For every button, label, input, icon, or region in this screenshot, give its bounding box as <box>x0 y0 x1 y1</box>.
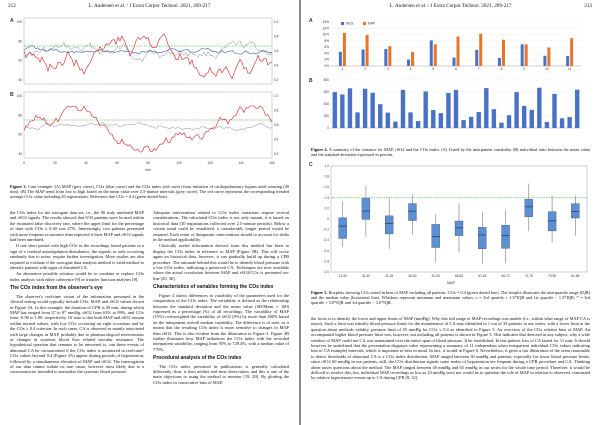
figure-4-panel-b-bar <box>567 117 571 128</box>
figure-4-panel-b-bar <box>393 122 397 128</box>
figure-3-panel-b-right-tick: 1.0 <box>274 94 279 98</box>
figure-5-panel-label: C <box>309 162 313 168</box>
figure-3-panel-a-left-tick: 100 <box>16 20 22 24</box>
figure-3-map-trend <box>24 122 272 130</box>
figure-5-x-tick: 61-65 <box>478 274 487 278</box>
figure-4-panel-a-bar-map <box>434 44 437 66</box>
figure-4-panel-b-bar <box>560 118 564 128</box>
figure-4-panel-b-bar <box>378 104 382 128</box>
section-heading: The COx index from the observer's eye <box>10 285 103 292</box>
figure-4-panel-a-x-tick: 2 <box>364 67 366 71</box>
figure-4-panel-b-bar <box>355 112 359 128</box>
figure-4-legend-label-rso2: rSO2 <box>346 21 354 26</box>
figure-4-panel-a-y-tick: 6% <box>324 45 329 50</box>
figure-5-y-tick: 0 <box>327 217 329 221</box>
figure-4-panel-b-bar <box>552 94 556 128</box>
figure-4-panel-a-bar-rso2 <box>566 56 569 66</box>
figure-4-panel-a-x-tick: 7 <box>477 67 480 71</box>
figure-3-panel-a-label: A <box>10 18 14 24</box>
figure-4-panel-a-bar-rso2 <box>384 49 387 66</box>
figure-4-panel-a-bar-rso2 <box>407 60 410 66</box>
figure-5-x-tick: 41-45 <box>385 274 394 278</box>
figure-4-panel-b-bar <box>333 92 337 128</box>
figure-3-x-tick: 40 <box>84 161 88 165</box>
figure-4-panel-a-y-tick: 4% <box>324 51 329 56</box>
figure-4-panel-b-bar <box>477 112 481 128</box>
paragraph: An alternative possible solution would be to combine or replace COx index analysis with either coherence [9] or transfer function analyses [8]. <box>10 271 144 282</box>
left-page <box>0 0 299 425</box>
figure-4-panel-b-y-tick: 200 <box>323 114 329 118</box>
paragraph: If one short period with high COx in the recordings found patients in a sign of a cerebral autoregulation disturbance, the signals, or only occurring randomly due to noise, require further investigation. More studies are also required to evaluate if the surrogate data analysis method is valid method to identify patients with signs of disturbed CA. <box>10 243 144 271</box>
figure-3-cox-trend <box>24 106 272 152</box>
figure-4-panel-b-bar <box>454 90 458 128</box>
figure-4-panel-a-x-tick: 5 <box>432 67 435 71</box>
figure-4-panel-b-bar <box>386 113 390 128</box>
figure-3-panel-a-right-tick: 1.0 <box>274 20 279 24</box>
figure-3-cox-index-trace <box>24 34 272 79</box>
figure-4-caption-text: A summary of the variance for MAP, rSO2 and the COx index. (A) Listed by the interpatient variability (B) individual ratio between the mean value and the standard deviation expressed in percent. <box>311 147 590 157</box>
figure-4-panel-b-bar <box>431 110 435 128</box>
figure-5-box <box>548 212 556 231</box>
figure-3-panel-b-right-tick: 0.6 <box>274 123 279 127</box>
figure-4-panel-a-x-tick: 8 <box>500 67 503 71</box>
page-number: 212 <box>8 3 16 9</box>
figure-4-panel-b-bar <box>575 90 579 128</box>
figure-3-panel-a-frame <box>24 18 272 84</box>
figure-5-y-tick: 1.0 <box>324 164 329 168</box>
figure-4-panel-b-bar <box>439 113 443 128</box>
figure-4-panel-b-bar <box>492 109 496 128</box>
figure-3-x-tick: 20 <box>53 161 57 165</box>
figure-4 <box>309 14 593 134</box>
figure-4-panel-b-bar <box>522 106 526 128</box>
figure-4-panel-a-bar-rso2 <box>453 58 456 66</box>
figure-4-panel-b-bar <box>416 121 420 128</box>
figure-5-y-tick: 0.2 <box>324 206 329 211</box>
figure-4-legend-swatch-rso2 <box>341 22 344 25</box>
figure-4-panel-a-chart <box>323 20 581 71</box>
figure-4-panel-a-bar-map <box>366 35 369 66</box>
figure-4-panel-b-bar <box>461 120 465 128</box>
left-page-column-1 <box>10 210 144 376</box>
figure-4-panel-b-bar <box>545 122 549 128</box>
section-heading: Characteristics of variables forming the COx index <box>153 284 274 291</box>
figure-4-panel-a-y-tick: 12% <box>322 26 329 31</box>
figure-4-panel-b-bar <box>537 88 541 128</box>
figure-4-panel-b-y-tick: 800 <box>323 78 329 82</box>
figure-4-panel-b-y-tick: 400 <box>323 102 329 106</box>
figure-4-panel-a-y-tick: 0% <box>324 64 329 68</box>
figure-5-x-tick: 21-30 <box>338 274 347 278</box>
figure-4-panel-b-y-tick: 600 <box>323 90 329 94</box>
figure-3 <box>10 14 290 174</box>
figure-3-panel-a-left-tick: 40 <box>18 78 22 82</box>
figure-4-panel-a-x-tick: 11 <box>567 67 572 71</box>
figure-5-box <box>362 198 370 219</box>
figure-3-panel-b-left-axis <box>17 94 23 156</box>
figure-5-x-tick: 46-50 <box>408 274 417 278</box>
figure-4-panel-a-bar-map <box>479 34 482 66</box>
figure-5-box <box>385 216 393 234</box>
figure-3-panel-a-right-tick: 0.6 <box>274 49 279 53</box>
figure-3-panel-b-left-tick: 40 <box>18 152 22 156</box>
figure-4-panel-a-x-tick: 10 <box>545 67 549 71</box>
figure-5-caption <box>311 290 590 305</box>
figure-5-box <box>525 199 533 216</box>
figure-4-panel-b-bar <box>370 93 374 128</box>
figure-4-panel-a-bar-map <box>547 48 550 66</box>
figure-4-panel-a-bar-rso2 <box>430 40 433 66</box>
figure-4-legend-swatch-map <box>363 22 366 25</box>
figure-3-panel-a-left-axis <box>17 20 23 82</box>
figure-5-x-tick: 66-70 <box>501 274 510 278</box>
figure-5-caption-text: Boxplots showing COx sorted in bins of MAP including all patients. COx = 0.4 (green dotted line). The boxplot illustrates the interquartile range (IQR) and the median value (horizontal line). Whiskers represent minimum and maximum values, o = 3rd quartile + 1.5*IQR and 1st quartile − 1.5*IQR, * = 3rd quartile + 3.0*IQR and 1st quartile − 3.0*IQR. <box>311 290 590 305</box>
figure-4-panel-a-y-tick: 14% <box>322 20 329 24</box>
figure-4-panel-a-bar-rso2 <box>543 56 546 66</box>
figure-4-panel-a-y-tick: 2% <box>324 57 329 62</box>
figure-3-panel-b-right-tick: 0.2 <box>274 152 279 156</box>
figure-4-panel-b-label: B <box>309 78 313 84</box>
figure-4-panel-a-bar-map <box>411 52 414 66</box>
figure-3-x-tick: 0 <box>23 161 25 165</box>
figure-4-panel-b-y-tick: 0 <box>327 126 329 130</box>
figure-4-panel-b-bar <box>530 110 534 128</box>
figure-3-panel-a-plot <box>24 34 272 79</box>
running-title: L. Andersen et al. / J Extra Corpor Technol. 2021, 209-217 <box>389 3 512 9</box>
figure-4-panel-a-bar-rso2 <box>339 52 342 66</box>
figure-5-caption-label: Figure 5. <box>311 290 328 295</box>
figure-3-x-tick: 80 <box>146 161 150 165</box>
figure-3-caption <box>10 184 289 199</box>
figure-3-panel-b-left-tick: 60 <box>18 132 22 137</box>
figure-3-panel-b-right-tick: 0.4 <box>274 137 279 142</box>
running-title: L. Andersen et al. / J Extra Corpor Technol. 2021, 209-217 <box>88 3 211 9</box>
figure-3-cox-trace <box>24 46 272 55</box>
figure-3-caption-label: Figure 3. <box>10 184 27 189</box>
figure-5-box <box>408 204 416 221</box>
figure-4-panel-b-bar <box>423 91 427 128</box>
figure-4-panel-b-bar <box>514 92 518 128</box>
figure-4-panel-a-x-tick: 1 <box>341 67 344 71</box>
figure-4-panel-a-y-tick: 10% <box>322 32 329 37</box>
figure-3-panel-b-plot <box>24 106 272 152</box>
figure-4-panel-a-bar-map <box>525 44 528 66</box>
figure-5-box <box>502 225 510 248</box>
page-number: 213 <box>584 3 592 9</box>
figure-4-panel-a-x-tick: 6 <box>455 67 457 71</box>
figure-3-panel-b-right-tick: 0.8 <box>274 108 279 113</box>
figure-5-x-tick: 51-55 <box>431 274 440 278</box>
figure-4-caption-label: Figure 4. <box>311 147 328 152</box>
figure-4-panel-a-bar-rso2 <box>475 50 478 66</box>
right-page-header <box>309 3 592 11</box>
figure-4-panel-b-bar <box>348 88 352 128</box>
figure-5-x-tick: 81-85 <box>571 274 580 278</box>
figure-4-panel-a-x-tick: 4 <box>409 67 412 71</box>
paragraph: The COx index presented in publications is generally calculated differently; thus, it does neither real-time observation, and this is one of the main objections to using the method to monitor [19, 29]. By plotting the COx index in consecutive bins of MAP, <box>153 363 289 385</box>
figure-4-panel-b-bar <box>446 93 450 128</box>
figure-5-x-tick: 76-80 <box>548 274 557 278</box>
figure-5-boxplot <box>324 164 588 278</box>
figure-5-x-tick: 31-40 <box>361 274 370 278</box>
figure-4-panel-a-bar-rso2 <box>362 50 365 66</box>
figure-5-x-tick: 71-75 <box>524 274 533 278</box>
figure-3-panel-a-right-tick: 0.2 <box>274 78 279 82</box>
figure-3-panel-b-label: B <box>10 92 14 98</box>
figure-5-x-label: MAP <box>447 281 455 285</box>
left-page-column-2 <box>153 210 289 386</box>
figure-3-panel-b-left-tick: 80 <box>18 113 22 118</box>
right-page-body <box>311 316 590 382</box>
figure-5 <box>309 160 593 286</box>
figure-4-panel-b-bar <box>340 94 344 128</box>
figure-4-panel-a-bar-map <box>388 46 391 66</box>
figure-4-panel-a-bar-map <box>343 33 346 66</box>
figure-4-panel-a-bar-rso2 <box>521 44 524 66</box>
paragraph: the focus is to identify the lower and upper limits of MAP (mmHg). Why this full range of MAP recordings was unable (i.e., within what range of MAP CA is intact). Such a limit was identify blood pressure limits for the maintenance of CA may identified in 1 out of 33 patients in our series, with a lower limit at the question about methods validity. pressure limit of 55 mmHg for COx ≥ 0.4 as identified in Figure 5. An overview of the COx relative bins of MAP. An accompanied higher blood pressure limit was, however, not including all patients is shown in Figure 5. This indicates that detected in any subject, why a wide window of MAP could not CA was maintained over the entire span of blood pressure. It be established. In this patient, loss of CA lasted for 11 min. It should however be underlined that the presentation disguises value representing a summary of 11 independent when interpatient individual COx values indicating loss of CA example) intervals, which is important to bear in mind. In fact, it would in Figure 6. Nevertheless, it gives a fair illustration of the seem reasonable to detect thresholds of abnormal CA is a COx index distribution. MAP ranged between 30 mmHg and patients, especially for lower blood pressure limits, since rSO2 60 mmHg in our patients, still, the COx distribution signals some nodes of hypotension are frequent during a CPB procedure and CA. Thinking alone raises questions about the method. The MAP ranged between 40 mmHg and 65 mmHg in our series for the whole time period. Therefore, it would be difficult to resolve this, but, individual MAP recordings as low as 23 mmHg were not would be to question the role of MAP in relation to observed, contrasted by relative hypertensive events up to CA during CPB [8, 32]. <box>311 316 590 381</box>
figure-4-panel-a-bar-map <box>502 40 505 66</box>
figure-4-panel-b-bar <box>507 115 511 128</box>
figure-5-y-tick: -1.0 <box>323 270 329 274</box>
figure-4-panel-a-bar-rso2 <box>498 58 501 66</box>
paragraph: Clinically useful information derived from this method has been to display the COx index in reference to MAP (Figure 3B). This will occur again on historical data, however, it can gradually build up during a CPB procedure. The rationale behind this would be to identify blood pressure with a low COx index, indicating a preserved CA. Techniques are now available where the actual correlation between MAP and rSO2/COx is presented on-line [29, 30]. <box>153 243 289 281</box>
figure-3-panel-a-left-tick: 80 <box>18 39 22 44</box>
figure-4-panel-a-x-tick: 9 <box>523 67 526 71</box>
figure-3-x-axis <box>23 161 275 165</box>
figure-3-x-tick: 120 <box>207 161 213 165</box>
figure-5-y-tick: -0.2 <box>323 227 329 232</box>
figure-3-caption-text: Case example. (A) MAP (grey curve), COx (blue curve) and the COx index (red curve) from initiation of cardiopulmonary bypass until weaning (49 min). (B) The MAP trend from low to high based on the mean value over 2.5-minute intervals (grey curve). The red curve represents the corresponding trended average COx value including 20 registrations. Reference line COx = 0.4 (green dotted line). <box>10 184 290 199</box>
figure-3-panel-a-right-axis <box>274 20 279 82</box>
figure-5-y-tick: -0.8 <box>323 259 329 264</box>
figure-5-box <box>478 227 486 248</box>
figure-3-x-tick: 100 <box>176 161 182 165</box>
figure-5-box <box>432 224 440 247</box>
figure-5-y-tick: 0.4 <box>324 195 329 200</box>
figure-4-panel-b-bar <box>408 112 412 128</box>
figure-3-panel-a-right-tick: 0.8 <box>274 34 279 39</box>
paragraph: The observer's real-time vision of the information presented in the clinical setting would typically include COx, MAP, and rSO2 values shown in Figure 3A. In this example, the duration of CPB is 49 min, during which MAP has ranged from 37 to 87 mmHg, rSO2 from 63% to 89%, and COx from -0.96 to 1.00, respectively. Of note is that both MAP and rSO2 remain within normal values, with low COx occurring on eight occasions and by the COx ≥ 0.4 criterion. In such cases, CA is observed as mainly associated with large changes in MAP, probably due to pharmacological interventions or changes in systemic blood flow related vascular resistance. The hypothetical question that remains to be answered is, can these events of abnormal CA be circumvented if the COx index is monitored in real-time? COx values beyond 0.4 (Figure 3A) appear during periods of hypotension, followed by a simultaneous elevation of MAP and rSO2. The interrogation of our data cannot isolate its true cause, however most likely due to a vasoconstrictor intended to normalize the systemic blood pressure. <box>10 293 144 375</box>
figure-3-x-tick: 60 <box>115 161 119 165</box>
figure-3-panel-a-left-tick: 60 <box>18 58 22 63</box>
figure-3-x-tick: 160 <box>269 161 275 165</box>
figure-3-panel-a-right-tick: 0.4 <box>274 63 279 68</box>
figure-5-y-tick: 0.6 <box>324 185 329 190</box>
figure-4-panel-b-chart <box>324 78 581 130</box>
figure-4-panel-a-label: A <box>309 18 313 24</box>
figure-4-panel-a-bar-map <box>457 36 460 66</box>
figure-5-y-tick: -0.4 <box>323 238 329 243</box>
figure-4-panel-a-bar-map <box>570 38 573 66</box>
figure-5-box <box>455 221 463 236</box>
figure-5-y-tick: -0.6 <box>323 248 329 253</box>
section-heading: Procedural analysis of the COx index <box>153 355 242 362</box>
figure-5-box <box>339 218 347 239</box>
figure-4-panel-b-bar <box>401 90 405 128</box>
figure-5-y-tick: 0.8 <box>324 174 329 179</box>
figure-4-panel-a-x-tick: 3 <box>386 67 389 71</box>
figure-4-panel-b-bar <box>363 89 367 128</box>
paragraph: Adequate interventions related to COx index variations require several considerations. The calculated COx index is not only instant, it is based on historical data (30 registrations collected over 2.5-minute periods). Below a certain trend could be visualized, a considerably longer period would be required. Each event of therapeutic interventions should to account for shifts in the method applicability. <box>153 210 289 243</box>
left-page-header <box>8 3 291 11</box>
figure-5-x-tick: 56-60 <box>454 274 464 278</box>
figure-4-caption <box>311 147 590 157</box>
figure-4-panel-b-bar <box>484 88 488 128</box>
figure-5-box <box>571 204 579 218</box>
figure-4-panel-b-bar <box>469 117 473 128</box>
figure-3-panel-b-left-tick: 100 <box>16 94 22 98</box>
paragraph: the COx index for the surrogate data set, i.e., the 90 truly unrelated MAP and rSO2 signals. The results showed that 9/33 patients were located within the estimated false discovery rate, where the upper limit for the percentage of time with COx ≥ 0.40 was 27%. Interestingly, two patients presented with more frequent occurrence than expected if their MAP and rSO2 signals had been unrelated. <box>10 210 144 243</box>
right-page <box>301 0 600 425</box>
figure-3-panel-b-right-axis <box>274 94 279 156</box>
paragraph: Figure 4 shows differences in variability of the parameters used for the composition of the COx index. The variability is defined as the relationship between the standard deviation and the mean value (SD/Mean × 100) expressed as a percentage (%) of all recordings. The variability of MAP (15%) overweighted the variability of rSO2 (5%) by more than 300% based on the interpatient overall median variability. The difference is of note, as it means that the resulting COx index is more sensitive to changes in MAP than rSO2. This is also evident from the illustration in Figure 3. Figure 4B further illustrates how MAP influences the COx index with the recorded interpatient variability, ranging from 95% to 729.4%, with a median value of 779%. <box>153 292 289 352</box>
figure-4-panel-b-bar <box>499 123 503 128</box>
figure-3-x-tick: 140 <box>238 161 244 165</box>
figure-4-panel-a-y-tick: 8% <box>324 38 329 43</box>
figure-3-x-label: min <box>145 168 151 172</box>
figure-4-legend-label-map: MAP <box>368 21 375 26</box>
